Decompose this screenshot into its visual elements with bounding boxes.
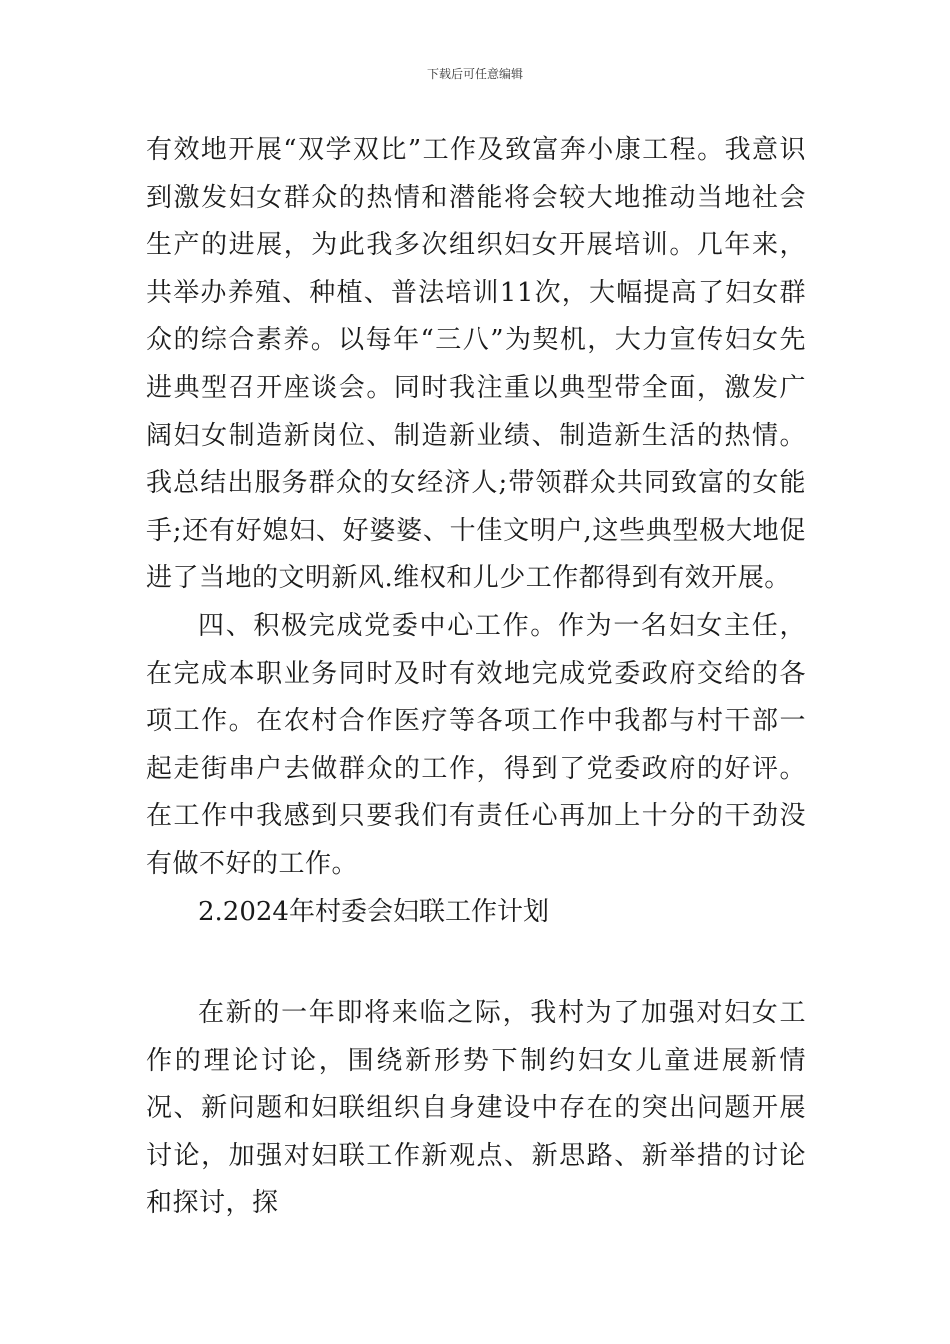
section-spacer: [146, 936, 806, 990]
document-body: [146, 127, 806, 1228]
section-heading: 2.2024年村委会妇联工作计划: [198, 896, 549, 927]
page-header-note: 下载后可任意编辑: [426, 67, 523, 81]
body-paragraph-3: 在新的一年即将来临之际，我村为了加强对妇女工作的理论讨论，围绕新形势下制约妇女儿童进展新情况、新问题和妇联组织自身建设中存在的突出问题开展讨论，加强对妇联工作新观点、新思路、新举措的讨论和探讨，探: [146, 998, 806, 1219]
body-paragraph-1: 有效地开展“双学双比”工作及致富奔小康工程。我意识到激发妇女群众的热情和潜能将会较大地推动当地社会生产的进展，为此我多次组织妇女开展培训。几年来，共举办养殖、种植、普法培训11次，大幅提高了妇女群众的综合素养。以每年“三八”为契机，大力宣传妇女先进典型召开座谈会。同时我注重以典型带全面，激发广阔妇女制造新岗位、制造新业绩、制造新生活的热情。我总结出服务群众的女经济人;带领群众共同致富的女能手;还有好媳妇、好婆婆、十佳文明户,这些典型极大地促进了当地的文明新风.维权和儿少工作都得到有效开展。: [146, 135, 806, 594]
body-paragraph-2: 四、积极完成党委中心工作。作为一名妇女主任，在完成本职业务同时及时有效地完成党委政府交给的各项工作。在农村合作医疗等各项工作中我都与村干部一起走街串户去做群众的工作，得到了党委政府的好评。在工作中我感到只要我们有责任心再加上十分的干劲没有做不好的工作。: [146, 610, 806, 879]
